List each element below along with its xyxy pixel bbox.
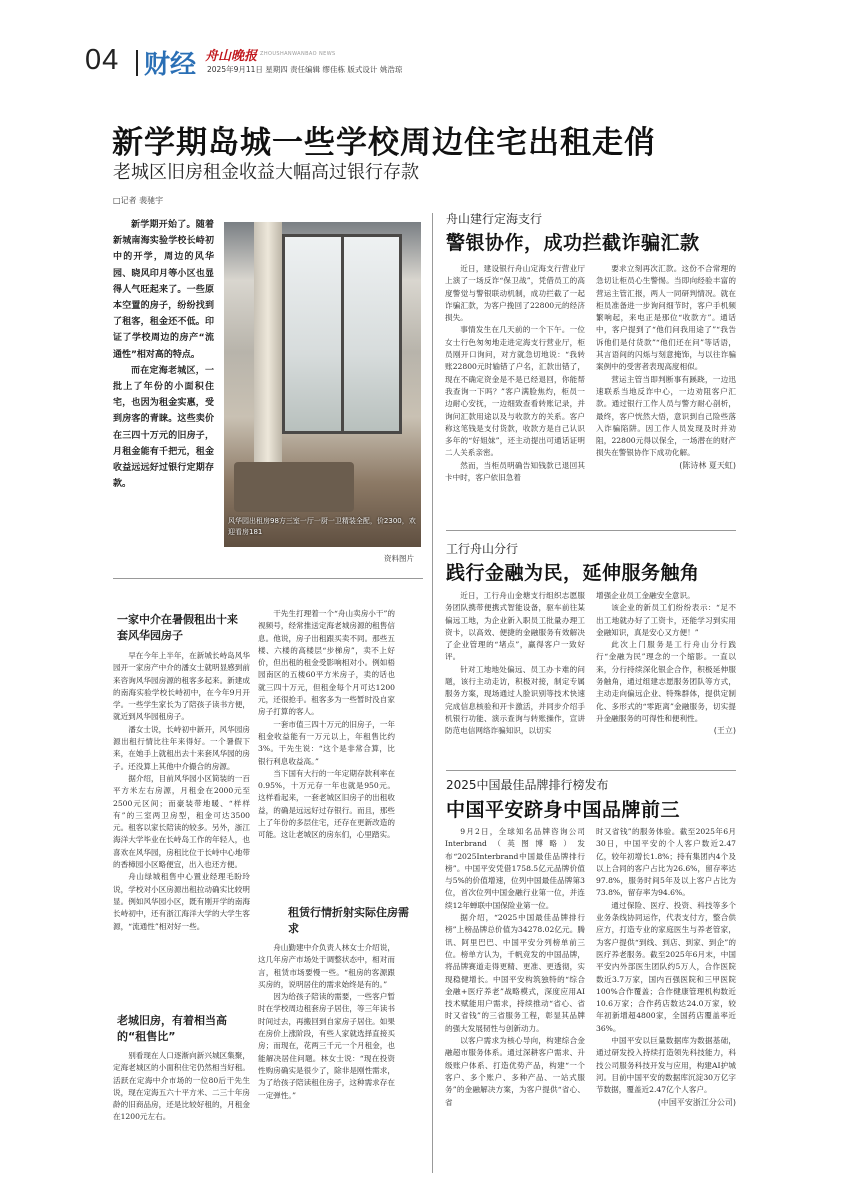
- article2-paragraph-4: 该企业的新员工们纷纷表示：“足不出工地就办好了工资卡，还能学习到实用金融知识，真是安心又方便！”: [596, 603, 736, 637]
- col1-paragraph-3: 据介绍，目前风华园小区简装的一百平方米左右房源，月租金在2000元至2500元区间；而豪装带地暖、“样样有”的三室两卫房型，租金可达3500元。租客以家长陪读的较多。另外，浙江海洋大学毕业在长峙岛工作的年轻人，也喜欢在风华园，房租比位于长峙中心地带的香樟园小区略便宜，出入也还方便。: [113, 773, 250, 870]
- issue-meta: 2025年9月11日 星期四 责任编辑 缪佳栋 版式设计 姚浩琼: [207, 65, 403, 74]
- article3-paragraph-6: 中国平安以巨量数据库为数据基础，通过研发投入持续打造领先科技能力，科技公司服务科技开发与应用，构建AI护城河。目前中国平安的数据库沉淀30万亿字节数据，覆盖近2.47亿个人客户。: [596, 1036, 736, 1095]
- article3-paragraph-1: 9月2日，全球知名品牌咨询公司Interbrand（英图博略）发布“2025Interbrand中国最佳品牌排行榜”。中国平安凭借1758.5亿元品牌价值与5%的价值增速，位列中国最佳品牌第3位，首次位列中国金融行业第一位，并连续12年蝉联中国保险业第一位。: [445, 827, 585, 910]
- col1-paragraph-2: 潘女士说，长峙初中新开，风华园房源出租行情比往年来得好。一个暑假下来，在她手上就租出去十来套风华园的房子。还没算上其他中介撮合的房源。: [113, 724, 250, 771]
- article2-col2: [596, 590, 736, 736]
- article1-paragraph-5: 营运主管当即判断事有蹊跷，一边迅速联系当地反诈中心，一边劝阻客户汇款。通过银行工作人员与警方耐心剖析，最终，客户恍然大悟，意识到自己险些落入诈骗陷阱。因工作人员发现及时并劝阻，22800元得以保全，一场潜在的财产损失在警银协作下成功化解。: [596, 374, 736, 458]
- article2-signature: (王立): [713, 726, 736, 736]
- article3-paragraph-5: 通过保险、医疗、投资、科技等多个业务条线协同运作，代表支付方，整合供应方，打造专业的家庭医生与养老管家，为客户提供“到线、到店、到家、到企”的医疗养老服务。截至2025年6月末，中国平安内外部医生团队约5万人，合作医院数近3.7万家，国内百强医院和三甲医院100%合作覆盖；合作健康管理机构数近10.6万家；合作药店数达24.0万家，较年初新增超4800家，全国药店覆盖率近36%。: [596, 900, 736, 1033]
- article2-paragraph-5: 此次上门服务是工行舟山分行践行“金融为民”理念的一个缩影。一直以来，分行持续深化银企合作，积极延伸服务触角，通过组建志愿服务团队等方式，主动走向偏远企业、特殊群体，提供定制化、多形式的“零距离”金融服务，切实提升金融服务的可得性和便利性。: [596, 640, 736, 723]
- main-subheadline: 老城区旧房租金收益大幅高过银行存款: [113, 162, 419, 183]
- article1-divider: [446, 530, 736, 531]
- article3-col2: [596, 826, 736, 1108]
- lead-paragraph-1: 新学期开始了。随着新城南海实验学校长峙初中的开学，周边的风华园、晓风印月等小区也显得人气旺起来了。一些原本空置的房子，纷纷找到了租客，租金还不低。印证了学校周边的房产“流通性”相对高的特点。: [113, 220, 214, 360]
- col1-subhead: 一家中介在暑假租出十来套风华园房子: [117, 613, 238, 642]
- photo-sofa: [234, 462, 354, 512]
- col2-paragraph-4: 舟山勤建中介负责人林女士介绍说，这几年房产市场处于调整状态中，相对而言，租赁市场要慢一些。“租房的客源跟买房的，说明居住的需求始终是有的。”: [258, 943, 395, 989]
- main-headline: 新学期岛城一些学校周边住宅出租走俏: [112, 125, 656, 161]
- lead-paragraphs: [113, 217, 214, 492]
- article2-col1: [445, 590, 585, 738]
- photo-curtain: [254, 222, 282, 462]
- article1-paragraph-2: 事情发生在几天前的一个下午。一位女士行色匆匆地走进定海支行营业厅，柜员刚开口询问，对方就急切地说：“我转账22800元时输错了户名，汇款出错了，现在不确定资金是不是已经退回，你能帮我查询一下吗？”客户满脸焦灼，柜员一边耐心安抚，一边细致查看转账记录，并询问汇款用途以及与收款方的关系。客户称这笔钱是支付货款，收款方是自己认识多年的“好姐妹”，还主动提出可通话证明二人关系亲密。: [445, 325, 585, 458]
- rental-photo: [224, 222, 421, 547]
- column-divider: [432, 213, 433, 1173]
- article1-paragraph-3: 然而，当柜员明确告知钱款已退回其卡中时，客户依旧急着: [445, 460, 585, 483]
- photo-window: [282, 234, 402, 434]
- article1-paragraph-1: 近日，建设银行舟山定海支行营业厅上演了一场反诈“保卫战”，凭借员工的高度警觉与警银联动机制，成功拦截了一起诈骗汇款，为客户挽回了22800元的经济损失。: [445, 264, 585, 323]
- newspaper-logo: 舟山晚报: [205, 49, 258, 64]
- article2-paragraph-1: 近日，工行舟山金塘支行组织志愿服务团队携带便携式智能设备，驱车前往某偏远工地，为企业新入职员工批量办理工资卡，以高效、便捷的金融服务有效解决了企业管理的“堵点”，赢得客户一致好评。: [445, 591, 585, 662]
- article1-kicker: 舟山建行定海支行: [446, 212, 543, 226]
- photo-credit: 资料图片: [384, 554, 414, 563]
- col2-paragraph-1: 干先生打理着一个“舟山卖房小干”的视频号，经常推送定海老城房源的租售信息。他说，房子出租跟买卖不同。那些五楼、六楼的高楼层“步梯房”，卖不上好价，但出租的租金受影响相对小。例如梧园南区的五楼60平方米房子，卖的话也就三四十万元，但租金每个月可达1200元，还很抢手。租客多为一些暂时没自家房子打算的客人。: [258, 609, 395, 717]
- col2-subhead: 租赁行情折射实际住房需求: [288, 906, 409, 935]
- lead-paragraph-2: 而在定海老城区，一批上了年份的小面积住宅，也因为租金实惠，受到房客的青睐。这些卖价在三四十万元的旧房子，月租金能有千把元，租金收益远远好过银行定期存款。: [113, 365, 214, 490]
- article3-paragraph-2: 据介绍，“2025中国最佳品牌排行榜”上榜品牌总价值为34278.02亿元。腾讯、阿里巴巴、中国平安分列榜单前三位。榜单方认为，千帆竞发的中国品牌，将品牌赛道走得更精、更准、更透彻，实现稳健增长。中国平安构筑独特的“综合金融+医疗养老”战略模式，深度应用AI技术赋能用户需求，持续推动“省心、省时又省钱”的三省服务工程，彰显其品牌的强大发展韧性与创新动力。: [445, 913, 585, 1033]
- byline: □记者 裴驰宇: [113, 196, 164, 205]
- article2-paragraph-2: 针对工地地处偏远、员工办卡难的问题，该行主动走访，积极对接，制定专属服务方案，现场通过人脸识别等技术快速完成信息核验和开卡激活，并同步介绍手机银行功能、演示查询与转账操作，宣讲防范电信网络诈骗知识，以切实: [445, 664, 585, 736]
- article2-headline: 践行金融为民，延伸服务触角: [446, 562, 700, 584]
- article3-col1: [445, 826, 585, 1109]
- col1-paragraph-4: 舟山绿城租售中心置业经理毛盼玲说，学校对小区房源出租拉动确实比较明显。例如风华园小区，既有刚开学的南海长峙初中，还有浙江海洋大学的大学生客源，“流通性”相对好一些。: [113, 872, 250, 931]
- col2-paragraph-3: 当下国有大行的一年定期存款利率在0.95%，十万元存一年也就是950元。这样看起来，一套老城区旧房子的出租收益，的确是远远好过存银行。而且，那些上了年份的多层住宅，还存在更新改造的可能。这让老城区的房东们，心里踏实。: [258, 768, 395, 840]
- article3-kicker: 2025中国最佳品牌排行榜发布: [446, 778, 609, 792]
- col1-body: [113, 650, 250, 933]
- article2-kicker: 工行舟山分行: [446, 542, 519, 556]
- col1-subhead-2: 老城旧房，有着相当高的“租售比”: [117, 1014, 227, 1043]
- section-title: 财经: [144, 50, 197, 80]
- article3-signature: (中国平安浙江分公司): [657, 1097, 736, 1107]
- col2-paragraph-5: 因为给孩子陪读的需要，一些客户暂时在学校周边租套房子居住，等三年读书时间过去，再搬回到自家房子居住。如果在房价上涨阶段，有些人家就选择直接买房；而现在，花两三千元一个月租金，也能解决居住问题。林女士说：“现在投资性购房确实是很少了，除非是刚性需求，为了给孩子陪读租住房子，这种需求存在一定弹性。”: [258, 992, 395, 1100]
- article3-headline: 中国平安跻身中国品牌前三: [446, 799, 681, 821]
- masthead-divider: [136, 50, 138, 76]
- col2-body: [258, 608, 395, 842]
- newspaper-logo-en: ZHOUSHANWANBAO NEWS: [260, 51, 336, 57]
- page-number: 04: [85, 44, 120, 76]
- article2-divider: [446, 770, 736, 771]
- col1-paragraph-1: 早在今年上半年，在新城长峙岛风华园开一家房产中介的潘女士就明显感到前来咨询风华园房源的租客多起来。新建成的南海实验学校长峙初中，在今年9月开学。一些学生家长为了陪孩子读书方便，就近到风华园租房子。: [113, 651, 250, 722]
- col2-body-2: [258, 942, 395, 1102]
- article1-signature: (陈诗林 夏天虹): [679, 460, 736, 470]
- article3-paragraph-3: 以客户需求为核心导向，构建综合金融超市服务体系。通过深耕客户需求、升级账户体系、打造优势产品，构建“一个客户、多个账户、多种产品、一站式服务”的金融解决方案，为客户提供“省心、省: [445, 1036, 585, 1107]
- main-divider: [113, 578, 423, 579]
- article2-paragraph-3: 增强企业员工金融安全意识。: [596, 591, 695, 600]
- article1-col1: [445, 263, 585, 484]
- col2-paragraph-2: 一套市值三四十万元的旧房子，一年租金收益能有一万元以上，年租售比约3%。干先生说：“这个是非常合算，比银行利息收益高。”: [258, 719, 395, 766]
- col1-body-2: [113, 1050, 250, 1124]
- col1-paragraph-5: 别看现在人口逐渐向新兴城区集聚，定海老城区的小面积住宅仍然相当好租。活跃在定海中介市场的一位80后干先生说，现在定海五六十平方米、二三十年房龄的旧商品房，还是比较好租的，月租金在1200元左右。: [113, 1051, 250, 1122]
- article1-paragraph-4: 要求立刻再次汇款。这份不合常理的急切让柜员心生警惕。当即向经验丰富的营运主管汇报，两人一同研判情况。就在柜员准备进一步询问细节时，客户手机频繁响起，来电正是那位“收款方”。通话中，客户提到了“他们问我用途了”“我告诉他们是付货款”“他们还在问”等话语，其言语间的闪烁与刻意掩饰，与以往诈骗案例中的受害者表现高度相似。: [596, 264, 736, 372]
- article1-headline: 警银协作，成功拦截诈骗汇款: [446, 232, 700, 254]
- photo-overlay-caption: 风华园出租房98方三室一厅一厨一卫精装全配，价2300，欢迎看房181: [228, 517, 416, 536]
- article3-paragraph-4: 时又省钱”的服务体验。截至2025年6月30日，中国平安的个人客户数近2.47亿，较年初增长1.8%；持有集团内4个及以上合同的客户占比为26.6%，留存率达97.8%，服务时间5年及以上客户占比为73.8%，留存率为94.6%。: [596, 827, 736, 898]
- article1-col2: [596, 263, 736, 471]
